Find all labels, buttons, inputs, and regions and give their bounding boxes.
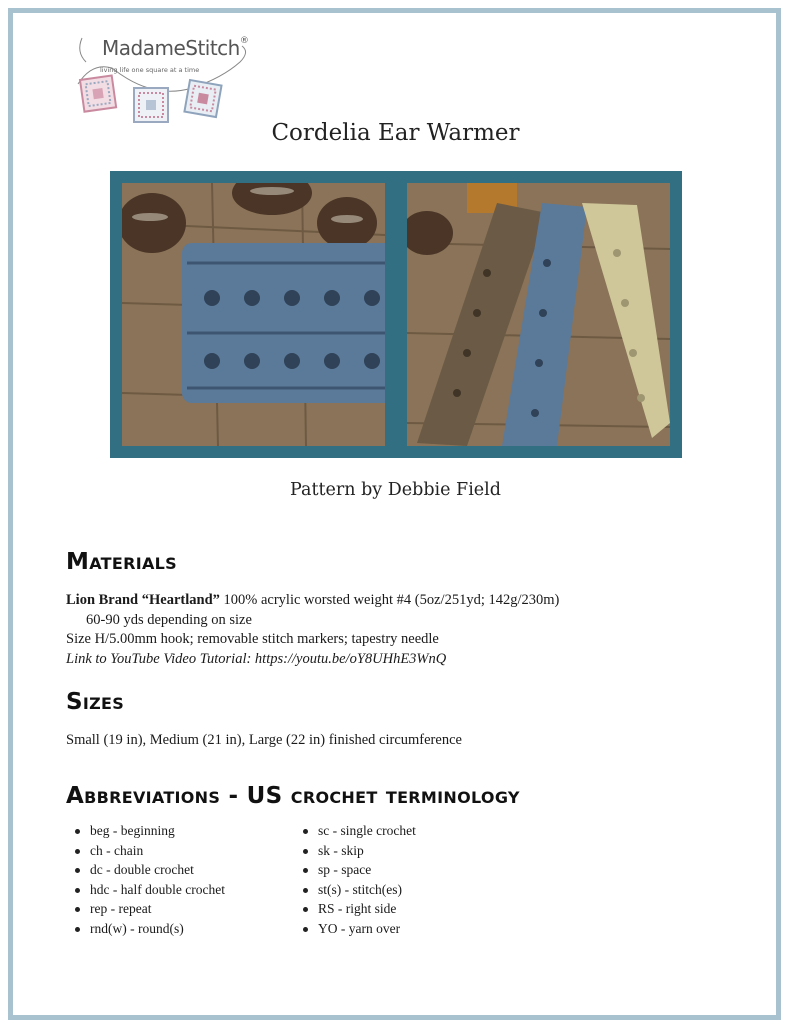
tools-line: Size H/5.00mm hook; removable stitch markers; tapestry needle (66, 631, 439, 647)
page-title: Cordelia Ear Warmer (271, 120, 520, 146)
photo-panel (110, 171, 682, 458)
abbreviations-list-right (296, 821, 416, 938)
list-item: sp - space (296, 860, 416, 880)
logo-wordmark: MadameStitch® (102, 36, 249, 60)
list-item: hdc - half double crochet (68, 880, 225, 900)
list-item: sc - single crochet (296, 821, 416, 841)
yarn-line (66, 591, 706, 611)
list-item: ch - chain (68, 841, 225, 861)
list-item: beg - beginning (68, 821, 225, 841)
logo-tagline: living life one square at a time (100, 66, 200, 74)
list-item: rep - repeat (68, 899, 225, 919)
abbreviations-list-left (68, 821, 225, 938)
abbreviations-heading: Abbreviations - US crochet terminology (66, 783, 520, 809)
materials-section (66, 591, 706, 669)
photo-three-ear-warmers (407, 183, 670, 446)
list-item: RS - right side (296, 899, 416, 919)
sizes-heading: Sizes (66, 689, 125, 715)
list-item: st(s) - stitch(es) (296, 880, 416, 900)
yardage-line: 60-90 yds depending on size (86, 611, 252, 628)
yarn-brand: Lion Brand “Heartland” (66, 592, 220, 608)
list-item: dc - double crochet (68, 860, 225, 880)
sizes-text: Small (19 in), Medium (21 in), Large (22 in) finished circumference (66, 732, 462, 748)
yarn-description: 100% acrylic worsted weight #4 (5oz/251yd; 142g/230m) (219, 592, 560, 608)
list-item: sk - skip (296, 841, 416, 861)
list-item: YO - yarn over (296, 919, 416, 939)
photo-blue-ear-warmer (122, 183, 385, 446)
pattern-byline: Pattern by Debbie Field (290, 480, 501, 500)
materials-heading: Materials (66, 549, 177, 575)
list-item: rnd(w) - round(s) (68, 919, 225, 939)
video-tutorial-link[interactable]: Link to YouTube Video Tutorial: https://youtu.be/oY8UHhE3WnQ (66, 650, 447, 667)
